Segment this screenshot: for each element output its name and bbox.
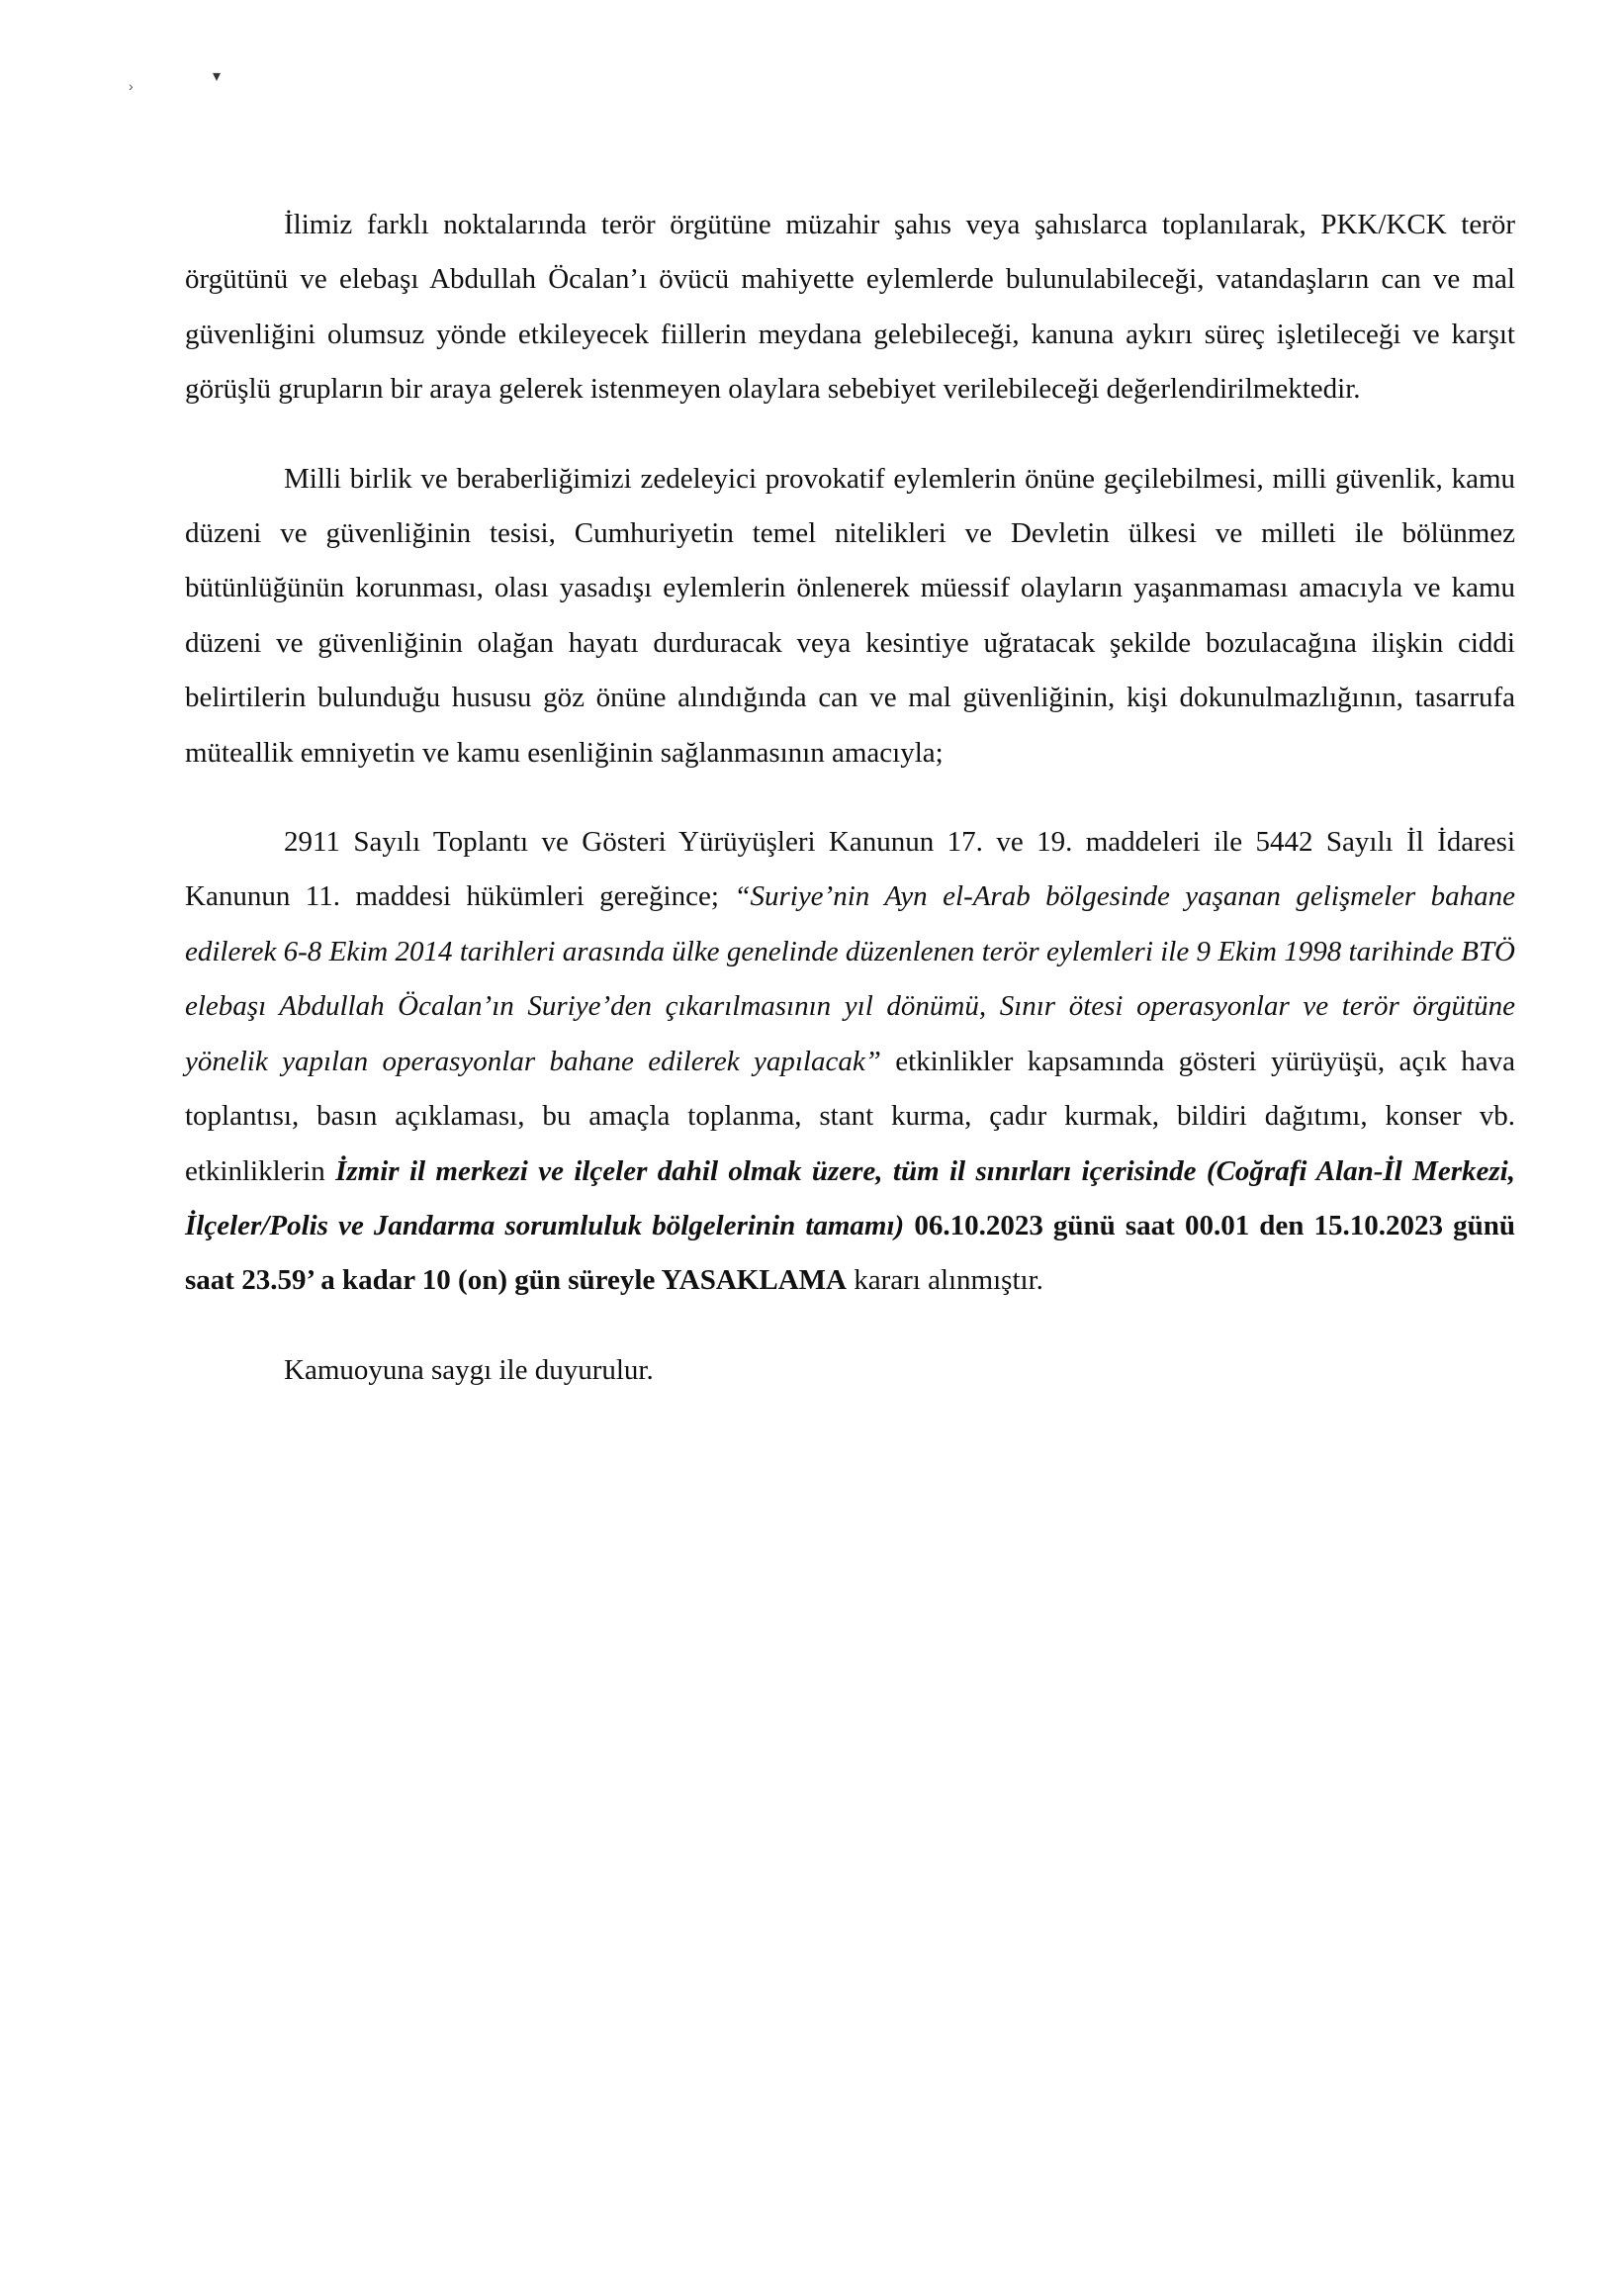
paragraph-announcement: Kamuoyuna saygı ile duyurulur. <box>284 1353 654 1386</box>
decision-activities: etkinlikler kapsamında gösteri yürüyüşü, açık hava toplantısı, basın açıklaması, bu amaçla toplanma, stant kurma, çadır kurmak, bildiri dağıtımı, konser vb. etkinliklerin <box>185 1045 1515 1187</box>
decision-scope: İzmir il merkezi ve ilçeler dahil olmak üzere, tüm il sınırları içerisinde (Coğrafi Alan-İl Merkezi, İlçeler/Polis ve Jandarma sorumluluk bölgelerinin tamamı) <box>185 1154 1515 1241</box>
decision-ban-word: YASAKLAMA <box>661 1264 847 1297</box>
scan-artifact-mark: › <box>129 78 134 94</box>
decision-period: 06.10.2023 günü saat 00.01 den 15.10.2023 günü saat 23.59’ a kadar 10 (on) gün süreyle <box>185 1209 1516 1297</box>
decision-ending: kararı alınmıştır. <box>846 1264 1043 1297</box>
paragraph-assessment: İlimiz farklı noktalarında terör örgütüne müzahir şahıs veya şahıslarca toplanılarak, PKK/KCK terör örgütünü ve elebaşı Abdullah Öcalan’ı övücü mahiyette eylemlerde bulunulabileceği, vatandaşların can ve mal güvenliğini olumsuz yönde etkileyecek fiillerin meydana gelebileceği, kanuna aykırı süreç işletileceği ve karşıt görüşlü grupların bir araya gelerek istenmeyen olaylara sebebiyet verilebileceği değerlendirilmektedir. <box>185 209 1515 406</box>
scan-artifact-mark: ▾ <box>213 68 222 85</box>
paragraph-justification: Milli birlik ve beraberliğimizi zedeleyici provokatif eylemlerin önüne geçilebilmesi, milli güvenlik, kamu düzeni ve güvenliğinin tesisi, Cumhuriyetin temel nitelikleri ve Devletin ülkesi ve milleti ile bölünmez bütünlüğünün korunması, olası yasadışı eylemlerin önlenerek müessif olayların yaşanmaması amacıyla ve kamu düzeni ve güvenliğinin olağan hayatı durduracak veya kesintiye uğratacak şekilde bozulacağına ilişkin ciddi belirtilerin bulunduğu hususu göz önüne alındığında can ve mal güvenliğinin, kişi dokunulmazlığının, tasarrufa müteallik emniyetin ve kamu esenliğinin sağlanmasının amacıyla; <box>185 462 1515 769</box>
paragraph-decision <box>185 815 1515 1309</box>
decision-quoted-events: “Suriye’nin Ayn el-Arab bölgesinde yaşanan gelişmeler bahane edilerek 6-8 Ekim 2014 tarihleri arasında ülke genelinde düzenlenen terör eylemleri ile 9 Ekim 1998 tarihinde BTÖ elebaşı Abdullah Öcalan’ın Suriye’den çıkarılmasının yıl dönümü, Sınır ötesi operasyonlar ve terör örgütüne yönelik yapılan operasyonlar bahane edilerek yapılacak” <box>185 880 1515 1077</box>
document-body <box>185 198 1515 1398</box>
decision-legal-basis: 2911 Sayılı Toplantı ve Gösteri Yürüyüşleri Kanunun 17. ve 19. maddeleri ile 5442 Sayılı İl İdaresi Kanunun 11. maddesi hükümleri gereğince; <box>185 826 1515 913</box>
